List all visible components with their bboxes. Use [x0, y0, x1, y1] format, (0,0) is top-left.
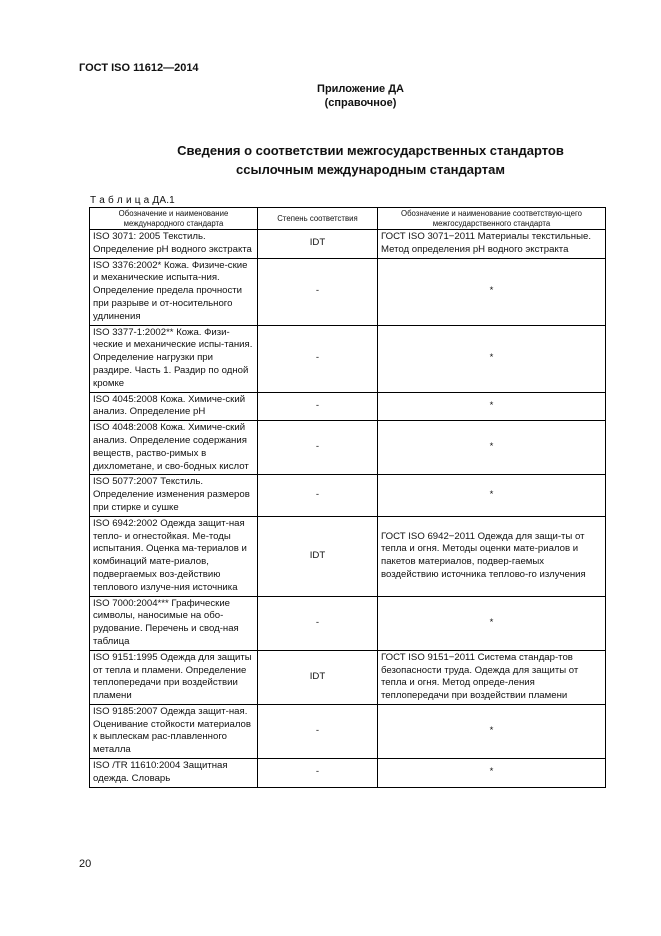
table-row [90, 704, 606, 758]
degree-cell: IDT [258, 650, 378, 704]
national-standard-cell: * [378, 596, 606, 650]
section-title-line1: Сведения о соответствии межгосударственных стандартов [177, 143, 564, 158]
table-row [90, 596, 606, 650]
intl-standard-cell: ISO 3376:2002* Кожа. Физиче-ские и механические испыта-ния. Определение предела прочности при разрыве и от-носительного удлинения [90, 258, 258, 325]
degree-cell: - [258, 421, 378, 475]
intl-standard-cell: ISO 9151:1995 Одежда для защиты от тепла и пламени. Определение теплопередачи при воздействии пламени [90, 650, 258, 704]
annex-title: Приложение ДА [317, 83, 404, 95]
section-title-line2: ссылочным международным стандартам [236, 162, 505, 177]
table-row [90, 325, 606, 392]
degree-cell: - [258, 392, 378, 421]
intl-standard-cell: ISO 5077:2007 Текстиль. Определение изменения размеров при стирке и сушке [90, 475, 258, 516]
table-row [90, 516, 606, 596]
degree-cell: IDT [258, 230, 378, 259]
degree-cell: - [258, 596, 378, 650]
degree-cell: - [258, 704, 378, 758]
table-header-row [90, 208, 606, 230]
correspondence-table [89, 207, 606, 788]
intl-standard-cell: ISO 6942:2002 Одежда защит-ная тепло- и огнестойкая. Ме-тоды испытания. Оценка ма-териалов и комбинаций мате-риалов, подвергаемых воз-действию теплового излуче-ния источника [90, 516, 258, 596]
national-standard-cell: * [378, 475, 606, 516]
table-row [90, 392, 606, 421]
annex-note: (справочное) [324, 97, 397, 109]
national-standard-cell: ГОСТ ISO 3071−2011 Материалы текстильные. Метод определения pH водного экстракта [378, 230, 606, 259]
national-standard-cell: * [378, 704, 606, 758]
header-national-standard: Обозначение и наименование соответствую-щего межгосударственного стандарта [378, 208, 606, 230]
national-standard-cell: * [378, 392, 606, 421]
degree-cell: - [258, 475, 378, 516]
table-row [90, 230, 606, 259]
header-degree: Степень соответствия [258, 208, 378, 230]
national-standard-cell: * [378, 421, 606, 475]
table-row [90, 421, 606, 475]
degree-cell: - [258, 759, 378, 788]
national-standard-cell: * [378, 325, 606, 392]
table-row [90, 650, 606, 704]
table-caption: Т а б л и ц а ДА.1 [90, 195, 175, 206]
header-international-standard: Обозначение и наименование международного стандарта [90, 208, 258, 230]
intl-standard-cell: ISO /TR 11610:2004 Защитная одежда. Словарь [90, 759, 258, 788]
document-id: ГОСТ ISO 11612—2014 [79, 62, 199, 74]
intl-standard-cell: ISO 9185:2007 Одежда защит-ная. Оценивание стойкости материалов к выплескам рас-плавленного металла [90, 704, 258, 758]
intl-standard-cell: ISO 7000:2004*** Графические символы, наносимые на обо-рудование. Перечень и свод-ная таблица [90, 596, 258, 650]
degree-cell: - [258, 325, 378, 392]
national-standard-cell: * [378, 258, 606, 325]
national-standard-cell: * [378, 759, 606, 788]
intl-standard-cell: ISO 3377-1:2002** Кожа. Физи-ческие и механические испы-тания. Определение нагрузки при раздире. Часть 1. Раздир по одной кромке [90, 325, 258, 392]
national-standard-cell: ГОСТ ISO 9151−2011 Система стандар-тов безопасности труда. Одежда для защиты от тепла и огня. Метод опреде-ления теплопередачи при воздействии пламени [378, 650, 606, 704]
intl-standard-cell: ISO 3071: 2005 Текстиль. Определение pH водного экстракта [90, 230, 258, 259]
degree-cell: IDT [258, 516, 378, 596]
intl-standard-cell: ISO 4045:2008 Кожа. Химиче-ский анализ. Определение pH [90, 392, 258, 421]
degree-cell: - [258, 258, 378, 325]
intl-standard-cell: ISO 4048:2008 Кожа. Химиче-ский анализ. Определение содержания веществ, раство-римых в дихлометане, и сво-бодных кислот [90, 421, 258, 475]
page-number: 20 [79, 858, 92, 870]
table-row [90, 258, 606, 325]
national-standard-cell: ГОСТ ISO 6942−2011 Одежда для защи-ты от тепла и огня. Методы оценки мате-риалов и пакетов материалов, подвер-гаемых воздействию источника теплово-го излучения [378, 516, 606, 596]
table-row [90, 759, 606, 788]
table-row [90, 475, 606, 516]
